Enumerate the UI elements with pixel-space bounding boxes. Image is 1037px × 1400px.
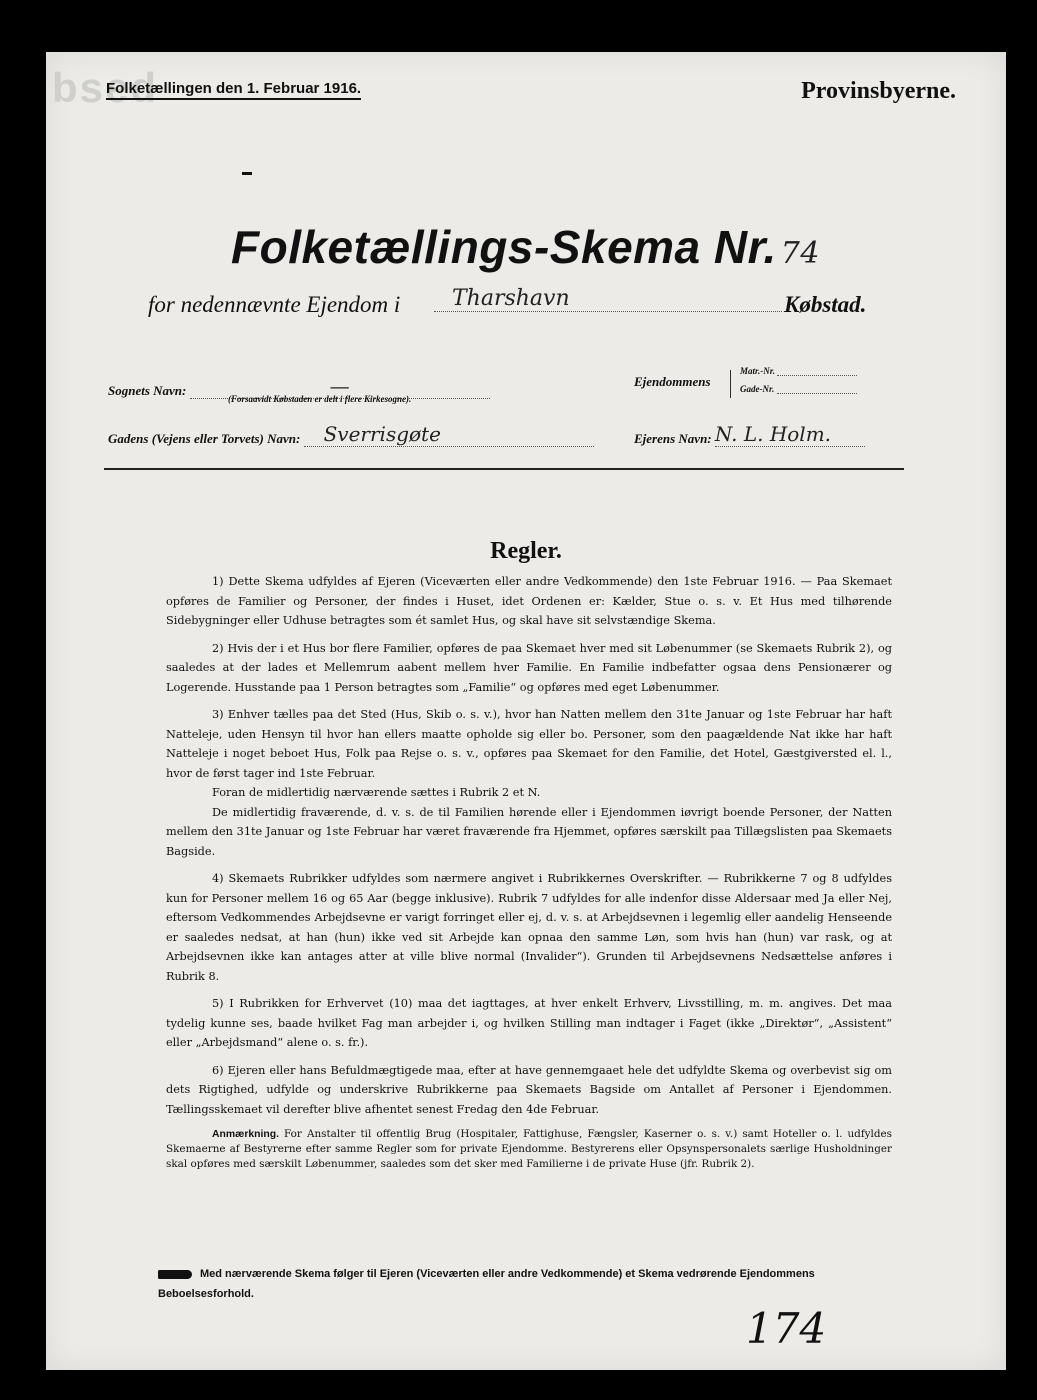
owner-row — [634, 422, 865, 447]
rule-note — [166, 1127, 892, 1172]
note-text: For Anstalter til offentlig Brug (Hospitaler, Fattighuse, Fængsler, Kaserner o. s. v.) samt Hoteller o. l. udfyldes Skemaerne af Bestyrerne efter samme Regler som for private Ejendomme. Bestyrerens eller Opsynspersonalets særlige Husholdninger skal opføres med særskilt Løbenummer, saaledes som det sker med Familierne i de private Huse (jfr. Rubrik 2). — [166, 1128, 892, 1170]
for-label: for nedennævnte Ejendom i — [148, 292, 401, 317]
rule-paragraph: De midlertidig fraværende, d. v. s. de til Familien hørende eller i Ejendommen iøvrigt boende Personer, der Natten mellem den 31te Januar og 1ste Februar har været fraværende fra Hjemmet, opføres særskilt paa Tillægslisten paa Skemaets Bagside. — [166, 805, 892, 858]
form-title — [231, 220, 820, 274]
form-title-text: Folketællings-Skema Nr. — [231, 221, 777, 273]
brace-mark — [730, 370, 731, 398]
rule-paragraph: 2) Hvis der i et Hus bor flere Familier, opføres de paa Skemaet hver med sit Løbenummer (se Skemaets Rubrik 2), og saaledes at der lades et Mellemrum aabent mellem hver Familie. En Familie indbefatter ogsaa dens Pensionærer og Logerende. Husstande paa 1 Person betragtes som „Familie“ og opføres med eget Løbenummer. — [166, 641, 892, 694]
note-label: Anmærkning. — [212, 1129, 279, 1140]
rule-paragraph: 6) Ejeren eller hans Befuldmægtigede maa, efter at have gennemgaaet hele det udfyldte Skema og overbevist sig om dets Rigtighed, udfylde og underskrive Rubrikkerne paa Skemaets Bagside om Antallet af Personer i Ejendommen. Tællingsskemaet vil derefter blive afhentet senest Fredag den 4de Februar. — [166, 1063, 892, 1116]
matr-label: Matr.-Nr. — [740, 366, 857, 376]
rule-paragraph: 1) Dette Skema udfyldes af Ejeren (Viceværten eller andre Vedkommende) den 1ste Februar 1916. — Paa Skemaet opføres de Familier og Personer, der findes i Huset, idet Ordenen er: Kælder, Stue o. s. v. Et Hus med tilhørende Sidebygninger eller Udhuse betragtes som ét samlet Hus, og skal have sit selvstændige Skema. — [166, 575, 892, 627]
rule-paragraph: 3) Enhver tælles paa det Sted (Hus, Skib o. s. v.), hvor han Natten mellem den 31te Januar og 1ste Februar har haft Natteleje, uden Hensyn til hvor han ellers maatte opholde sig eller bo. Personer, som den paagældende Nat ikke har haft Natteleje i noget beboet Hus, Folk paa Rejse o. s. v., opføres paa Skemaet for den Familie, det Hotel, Gæstgiversted el. l., hvor de først tager ind 1ste Februar. — [166, 708, 892, 780]
census-form-page — [46, 52, 1006, 1370]
parish-note: (Forsaavidt Købstaden er delt i flere Kirkesogne). — [228, 394, 412, 404]
page-number: 174 — [746, 1304, 827, 1353]
rule-paragraph: 4) Skemaets Rubrikker udfyldes som nærmere angivet i Rubrikkernes Overskrifter. — Rubrikkerne 7 og 8 udfyldes kun for Personer mellem 16 og 65 Aar (begge inklusive). Rubrik 7 udfyldes for alle indenfor disse Aldersaar med Ja eller Nej, eftersom Vedkommendes Arbejdsevne er varigt forringet eller ej, d. v. s. at Arbejdsevnen i legemlig eller aandelig Henseende er saaledes nedsat, at han (hun) ikke ved sit Arbejde kan opnaa den samme Løn, som hvis han (hun) var rask, og at Arbejdsevnen ikke kan antages atter at ville blive normal (Invalider“). Grunden til Arbejdsevnens Nedsættelse anføres i Rubrik 8. — [166, 872, 892, 983]
gade-label: Gade-Nr. — [740, 384, 857, 394]
property-label: Ejendommens — [634, 374, 711, 389]
rule-paragraph: 5) I Rubrikken for Erhvervet (10) maa det iagttages, at hver enkelt Erhverv, Livsstilling, m. m. angives. Det maa tydelig kunne ses, baade hvilket Fag man arbejder i, og hvilken Stilling man indtager i Faget (ikke „Direktør“, „Assistent“ eller „Arbejdsmand“ alene o. s. fr.). — [166, 997, 892, 1049]
footer-note — [158, 1264, 898, 1304]
town-suffix: Købstad. — [784, 292, 867, 317]
rules-title: Regler. — [490, 538, 562, 564]
form-number: 74 — [780, 236, 820, 271]
rules-body — [166, 572, 892, 1180]
footer-text: Med nærværende Skema følger til Ejeren (Viceværten eller andre Vedkommende) et Skema vedrørende Ejendommens Beboelsesforhold. — [158, 1268, 815, 1300]
dash-mark — [242, 172, 252, 175]
divider-line — [104, 468, 904, 470]
town-value: Tharshavn — [434, 286, 782, 312]
owner-label: Ejerens Navn: — [634, 431, 712, 446]
bleed-through-text: bsed — [52, 64, 159, 111]
property-block — [634, 366, 776, 394]
pointing-hand-icon — [158, 1270, 192, 1279]
parish-label: Sognets Navn: — [108, 383, 187, 398]
rule-paragraph: Foran de midlertidig nærværende sættes i Rubrik 2 et N. — [212, 786, 541, 799]
parish-value: — — [190, 374, 490, 399]
census-title: Folketællingen den 1. Februar 1916. — [106, 80, 361, 100]
street-row — [108, 422, 594, 447]
street-value: Sverrisgøte — [304, 422, 594, 447]
owner-value: N. L. Holm. — [715, 422, 865, 447]
street-label: Gadens (Vejens eller Torvets) Navn: — [108, 431, 301, 446]
region-label: Provinsbyerne. — [801, 78, 956, 104]
